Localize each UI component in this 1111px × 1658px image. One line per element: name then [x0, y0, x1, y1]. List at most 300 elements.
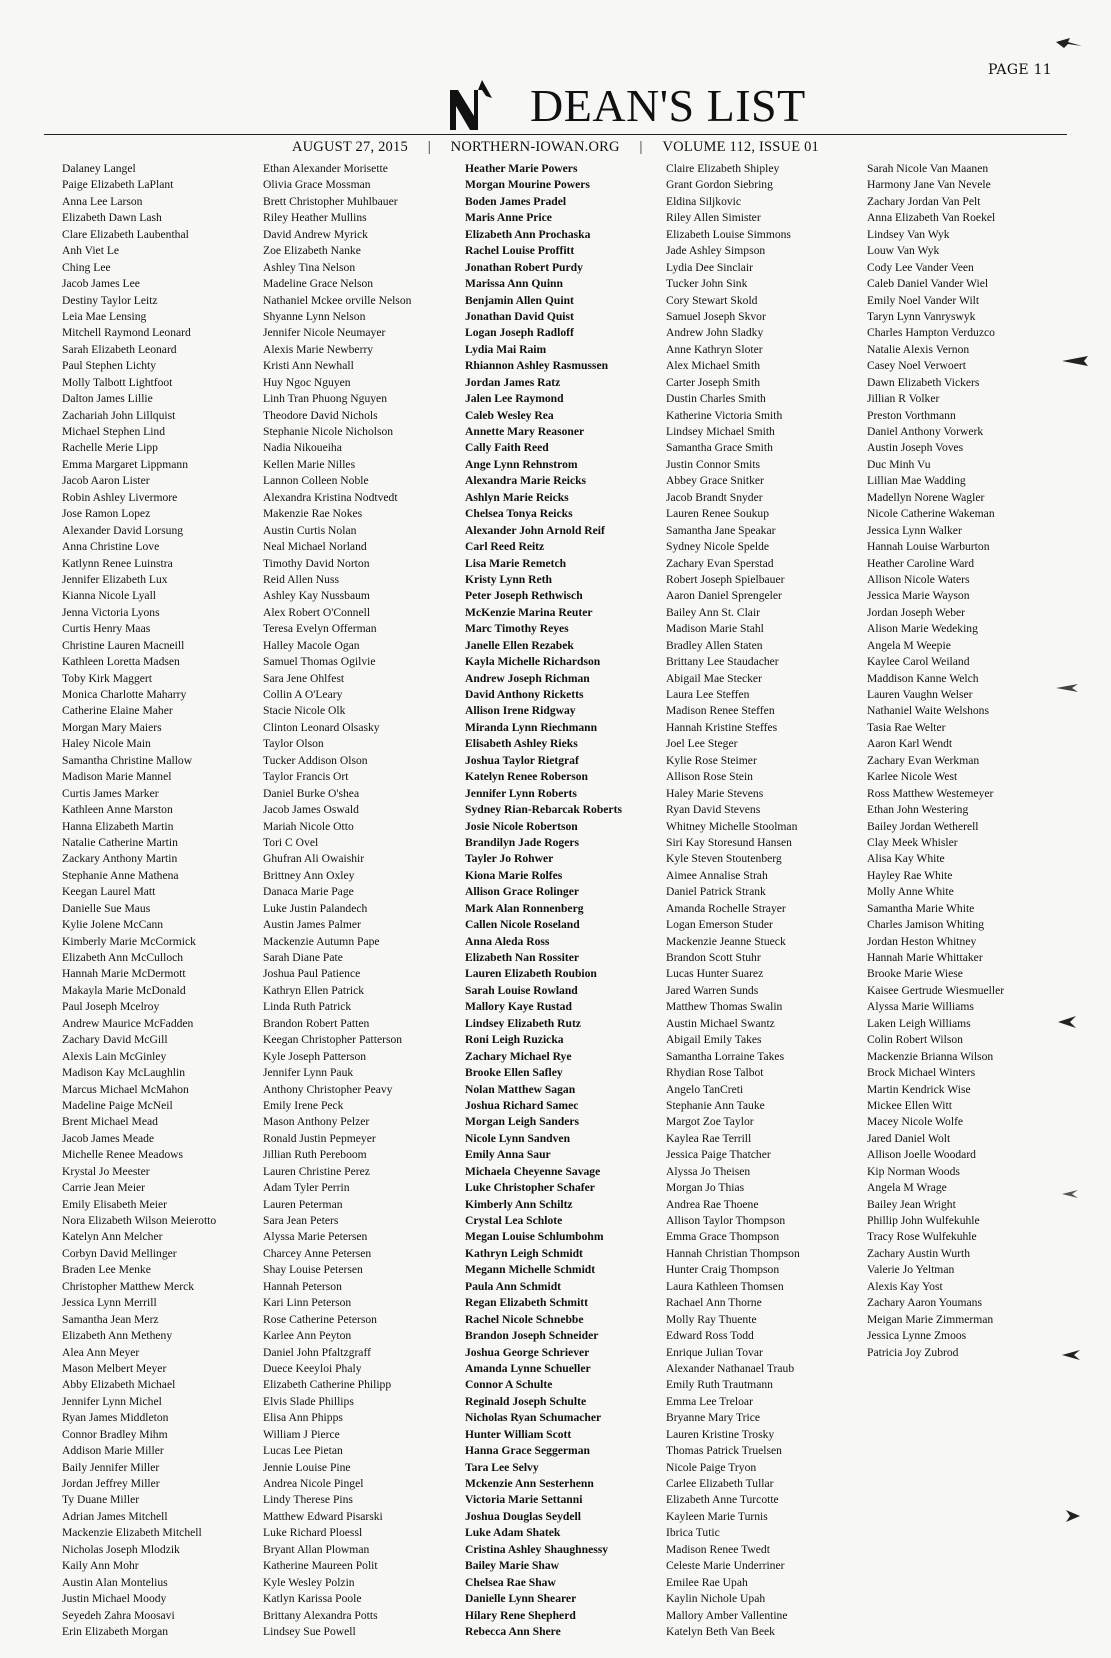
- name-entry: Jillian R Volker: [867, 392, 940, 406]
- name-entry: Paula Ann Schmidt: [465, 1279, 561, 1293]
- name-entry: Eldina Siljkovic: [666, 194, 742, 208]
- name-entry: Lucas Lee Pietan: [263, 1444, 343, 1458]
- name-entry: Carter Joseph Smith: [666, 375, 761, 389]
- name-entry: Teresa Evelyn Offerman: [263, 622, 377, 636]
- name-entry: Nadia Nikoueiha: [263, 441, 342, 455]
- name-entry: Danaca Marie Page: [263, 885, 354, 899]
- name-entry: Neal Michael Norland: [263, 540, 367, 554]
- name-entry: Zachary Evan Werkman: [867, 753, 980, 767]
- name-entry: Zackary Anthony Martin: [62, 852, 178, 866]
- name-entry: Ross Matthew Westemeyer: [867, 786, 994, 800]
- name-entry: Andrew John Sladky: [666, 326, 764, 340]
- name-entry: Jalen Lee Raymond: [465, 392, 564, 406]
- name-entry: Abigail Mae Stecker: [666, 671, 762, 685]
- name-entry: Dawn Elizabeth Vickers: [867, 375, 980, 389]
- name-entry: Ashley Tina Nelson: [263, 260, 356, 274]
- name-entry: Anh Viet Le: [62, 244, 120, 258]
- name-entry: Celeste Marie Underriner: [666, 1559, 785, 1573]
- name-entry: Sarah Diane Pate: [263, 951, 343, 964]
- name-entry: Karlee Ann Peyton: [263, 1329, 352, 1343]
- name-entry: Chelsea Tonya Reicks: [465, 507, 573, 521]
- name-entry: Kyle Wesley Polzin: [263, 1575, 355, 1589]
- name-column-4: [666, 161, 800, 1640]
- name-entry: Samantha Lorraine Takes: [666, 1049, 785, 1063]
- name-entry: Crystal Lea Schlote: [465, 1214, 563, 1227]
- name-entry: Mickee Ellen Witt: [867, 1098, 952, 1112]
- name-entry: Duece Keeyloi Phaly: [263, 1361, 362, 1375]
- name-entry: Andrea Rae Thoene: [666, 1197, 759, 1211]
- name-entry: Bradley Allen Staten: [666, 638, 763, 652]
- name-entry: Alexis Kay Yost: [867, 1279, 943, 1293]
- name-entry: Regan Elizabeth Schmitt: [465, 1296, 589, 1310]
- name-entry: Lauren Renee Soukup: [666, 507, 770, 521]
- name-entry: Lydia Mai Raim: [465, 342, 547, 356]
- name-entry: Joshua Paul Patience: [263, 967, 361, 981]
- name-entry: Paul Stephen Lichty: [62, 359, 157, 373]
- name-entry: Anna Elizabeth Van Roekel: [867, 211, 996, 225]
- name-entry: Hannah Louise Warburton: [867, 540, 990, 554]
- name-entry: Elizabeth Catherine Philipp: [263, 1378, 392, 1392]
- name-entry: Jennifer Elizabeth Lux: [62, 572, 168, 586]
- name-entry: Sara Jene Ohlfest: [263, 671, 345, 685]
- name-entry: Mark Alan Ronnenberg: [465, 901, 584, 915]
- name-entry: Kyle Joseph Patterson: [263, 1049, 367, 1063]
- name-entry: Tayler Jo Rohwer: [465, 852, 554, 866]
- name-entry: Daniel Burke O'shea: [263, 786, 360, 800]
- name-entry: Brett Christopher Muhlbauer: [263, 194, 398, 208]
- name-entry: Brandilyn Jade Rogers: [465, 835, 580, 849]
- name-entry: Joshua Richard Samec: [465, 1098, 579, 1112]
- name-entry: Maris Anne Price: [465, 211, 552, 225]
- name-entry: Abbey Grace Snitker: [666, 474, 764, 488]
- name-entry: Krystal Jo Meester: [62, 1164, 150, 1178]
- name-column-1: [62, 161, 216, 1640]
- name-entry: Sara Jean Peters: [263, 1214, 339, 1227]
- name-entry: Mason Anthony Pelzer: [263, 1115, 370, 1129]
- name-entry: Kathryn Leigh Schmidt: [465, 1246, 583, 1260]
- name-entry: Jordan Joseph Weber: [867, 605, 966, 619]
- name-entry: Hanna Elizabeth Martin: [62, 819, 174, 833]
- name-entry: Harmony Jane Van Nevele: [867, 178, 991, 192]
- name-entry: Alexander David Lorsung: [62, 523, 184, 537]
- name-entry: Kristy Lynn Reth: [465, 572, 552, 586]
- name-entry: Elizabeth Dawn Lash: [62, 211, 162, 225]
- name-entry: Rachel Nicole Schnebbe: [465, 1312, 584, 1326]
- name-entry: Kaisee Gertrude Wiesmueller: [867, 983, 1005, 997]
- name-entry: Reid Allen Nuss: [263, 572, 340, 586]
- name-entry: Austin Alan Montelius: [62, 1575, 168, 1589]
- name-entry: Justin Michael Moody: [62, 1592, 167, 1606]
- name-entry: Jennifer Lynn Roberts: [465, 786, 577, 800]
- name-entry: Michael Stephen Lind: [62, 425, 166, 438]
- name-entry: Alexander John Arnold Reif: [465, 523, 605, 537]
- name-entry: Nolan Matthew Sagan: [465, 1082, 576, 1096]
- name-entry: Bailey Ann St. Clair: [666, 605, 761, 619]
- name-entry: Emily Ruth Trautmann: [666, 1378, 773, 1392]
- name-entry: Caleb Wesley Rea: [465, 408, 554, 422]
- name-entry: Dustin Charles Smith: [666, 392, 766, 406]
- name-entry: Macey Nicole Wolfe: [867, 1115, 964, 1129]
- name-entry: Halley Macole Ogan: [263, 638, 360, 652]
- name-entry: Adrian James Mitchell: [62, 1509, 168, 1523]
- name-entry: Allison Rose Stein: [666, 770, 753, 784]
- name-entry: Duc Minh Vu: [867, 457, 931, 471]
- name-entry: Tucker Addison Olson: [263, 753, 368, 767]
- name-entry: Paul Joseph Mcelroy: [62, 1000, 160, 1014]
- name-entry: Tucker John Sink: [666, 277, 748, 291]
- name-entry: Monica Charlotte Maharry: [62, 688, 187, 701]
- name-entry: Curtis James Marker: [62, 786, 159, 800]
- name-entry: Haley Nicole Main: [62, 737, 151, 751]
- name-entry: Maddison Kanne Welch: [867, 671, 979, 685]
- name-entry: Katlynn Renee Luinstra: [62, 556, 173, 570]
- name-entry: Lindsey Sue Powell: [263, 1624, 356, 1638]
- name-entry: Angelo TanCreti: [666, 1082, 744, 1096]
- name-entry: Matthew Edward Pisarski: [263, 1509, 383, 1523]
- name-entry: Ryan David Stevens: [666, 803, 761, 817]
- name-entry: Emilee Rae Upah: [666, 1575, 748, 1589]
- name-entry: Elisa Ann Phipps: [263, 1411, 343, 1425]
- name-entry: Stephanie Ann Tauke: [666, 1098, 765, 1112]
- name-entry: Kiona Marie Rolfes: [465, 868, 563, 882]
- name-entry: Joshua Taylor Rietgraf: [465, 753, 579, 767]
- name-entry: Claire Elizabeth Shipley: [666, 162, 780, 175]
- name-entry: Anna Aleda Ross: [465, 934, 550, 948]
- name-entry: Ashlyn Marie Reicks: [465, 490, 569, 504]
- name-entry: Michaela Cheyenne Savage: [465, 1164, 601, 1178]
- name-entry: Laura Lee Steffen: [666, 688, 750, 701]
- name-entry: Emily Irene Peck: [263, 1098, 344, 1112]
- name-entry: Luke Justin Palandech: [263, 901, 368, 915]
- name-entry: Jacob Aaron Lister: [62, 474, 150, 488]
- name-entry: Linda Ruth Patrick: [263, 1000, 352, 1014]
- name-entry: Katherine Maureen Polit: [263, 1559, 378, 1573]
- name-entry: Alexander Nathanael Traub: [666, 1361, 795, 1375]
- name-entry: Jessica Lynne Zmoos: [867, 1329, 967, 1343]
- name-entry: Aimee Annalise Strah: [666, 868, 768, 882]
- name-entry: Joshua Douglas Seydell: [465, 1509, 581, 1523]
- name-entry: Angela M Weepie: [867, 638, 951, 652]
- name-entry: Heather Marie Powers: [465, 162, 578, 175]
- page-title: DEAN'S LIST: [530, 80, 806, 131]
- name-entry: Colin Robert Wilson: [867, 1033, 963, 1047]
- name-entry: Allison Nicole Waters: [867, 572, 970, 586]
- name-column-5: [867, 161, 1004, 1361]
- name-entry: Enrique Julian Tovar: [666, 1345, 763, 1359]
- name-entry: Sarah Nicole Van Maanen: [867, 162, 989, 175]
- name-entry: Stephanie Anne Mathena: [62, 868, 179, 882]
- name-entry: Matthew Thomas Swalin: [666, 1000, 783, 1014]
- name-entry: Samantha Marie White: [867, 901, 975, 915]
- name-entry: Lydia Dee Sinclair: [666, 260, 753, 274]
- name-entry: Lindsey Van Wyk: [867, 227, 950, 241]
- name-entry: Brandon Scott Stuhr: [666, 951, 761, 964]
- name-entry: Jessica Lynn Walker: [867, 523, 962, 537]
- name-entry: Kayleen Marie Turnis: [666, 1509, 768, 1523]
- name-entry: Lauren Elizabeth Roubion: [465, 967, 597, 981]
- name-entry: Nicholas Joseph Mlodzik: [62, 1542, 180, 1556]
- name-entry: Abby Elizabeth Michael: [62, 1378, 176, 1392]
- name-entry: Nicole Catherine Wakeman: [867, 507, 995, 521]
- name-entry: Janelle Ellen Rezabek: [465, 638, 574, 652]
- name-entry: Jade Ashley Simpson: [666, 244, 766, 258]
- name-entry: Kylie Rose Steimer: [666, 753, 757, 767]
- name-entry: Logan Joseph Radloff: [465, 326, 574, 340]
- name-entry: Kaylee Carol Weiland: [867, 655, 970, 669]
- name-entry: Mason Melbert Meyer: [62, 1361, 167, 1375]
- name-entry: Ryan James Middleton: [62, 1411, 169, 1425]
- name-entry: Marissa Ann Quinn: [465, 277, 563, 291]
- name-entry: Madeline Paige McNeil: [62, 1098, 173, 1112]
- name-entry: Shyanne Lynn Nelson: [263, 309, 366, 323]
- name-entry: Connor Bradley Mihm: [62, 1427, 168, 1441]
- name-entry: Amanda Lynne Schueller: [465, 1361, 591, 1375]
- name-entry: Jacob James Meade: [62, 1131, 155, 1145]
- name-entry: Jenna Victoria Lyons: [62, 605, 160, 619]
- name-entry: Zachary David McGill: [62, 1033, 168, 1047]
- name-entry: Mallory Amber Vallentine: [666, 1608, 788, 1622]
- name-entry: Kaylea Rae Terrill: [666, 1131, 752, 1145]
- name-entry: Brittany Alexandra Potts: [263, 1608, 378, 1622]
- name-entry: Allison Taylor Thompson: [666, 1214, 786, 1227]
- name-entry: Tara Lee Selvy: [465, 1460, 539, 1474]
- name-entry: Emily Noel Vander Wilt: [867, 293, 980, 307]
- name-entry: Addison Marie Miller: [62, 1444, 164, 1458]
- name-entry: Riley Allen Simister: [666, 211, 761, 225]
- name-entry: Elizabeth Ann McCulloch: [62, 951, 184, 964]
- name-entry: Leia Mae Lensing: [62, 309, 147, 323]
- name-entry: Allison Irene Ridgway: [465, 704, 576, 718]
- name-entry: Catherine Elaine Maher: [62, 704, 173, 718]
- name-entry: Alyssa Marie Petersen: [263, 1230, 368, 1244]
- scan-mark-icon: [1056, 684, 1078, 692]
- name-entry: Elizabeth Ann Metheny: [62, 1329, 173, 1343]
- name-entry: Toby Kirk Maggert: [62, 671, 152, 685]
- name-entry: Allison Joelle Woodard: [867, 1148, 976, 1162]
- name-entry: Katelyn Beth Van Beek: [666, 1624, 775, 1638]
- name-entry: Hannah Marie McDermott: [62, 967, 186, 981]
- name-entry: Lindsey Elizabeth Rutz: [465, 1016, 581, 1030]
- name-entry: Madison Marie Stahl: [666, 622, 764, 636]
- name-entry: Paige Elizabeth LaPlant: [62, 178, 174, 192]
- name-entry: Sydney Rian-Rebarcak Roberts: [465, 803, 622, 817]
- name-entry: Brandon Joseph Schneider: [465, 1329, 599, 1343]
- name-entry: Chelsea Rae Shaw: [465, 1575, 556, 1589]
- name-entry: Jessica Paige Thatcher: [666, 1148, 771, 1162]
- name-entry: Stacie Nicole Olk: [263, 704, 346, 718]
- name-entry: Kip Norman Woods: [867, 1164, 960, 1178]
- name-entry: Alison Marie Wedeking: [867, 622, 978, 636]
- name-entry: Mackenzie Autumn Pape: [263, 934, 380, 948]
- name-entry: Hayley Rae White: [867, 868, 953, 882]
- name-entry: Emily Elisabeth Meier: [62, 1197, 167, 1211]
- name-entry: Andrea Nicole Pingel: [263, 1477, 364, 1490]
- name-entry: Ethan John Westering: [867, 803, 969, 817]
- name-entry: Ty Duane Miller: [62, 1493, 140, 1507]
- name-entry: Anna Christine Love: [62, 540, 160, 554]
- name-entry: Andrew Joseph Richman: [465, 671, 590, 685]
- name-entry: Rachael Ann Thorne: [666, 1296, 762, 1310]
- name-entry: Emily Anna Saur: [465, 1148, 551, 1162]
- name-entry: Justin Connor Smits: [666, 457, 761, 471]
- name-entry: Tasia Rae Welter: [867, 720, 946, 734]
- name-entry: Makenzie Rae Nokes: [263, 507, 363, 521]
- name-entry: Zachary Austin Wurth: [867, 1246, 970, 1260]
- name-entry: Elisabeth Ashley Rieks: [465, 737, 578, 751]
- name-entry: Josie Nicole Robertson: [465, 819, 578, 833]
- name-entry: Margot Zoe Taylor: [666, 1115, 754, 1129]
- volume-issue: VOLUME 112, ISSUE 01: [662, 139, 820, 155]
- name-entry: Natalie Catherine Martin: [62, 835, 178, 849]
- name-entry: Zachary Aaron Youmans: [867, 1296, 982, 1310]
- name-entry: Alisa Kay White: [867, 852, 945, 866]
- name-entry: Austin Joseph Voves: [867, 441, 964, 455]
- name-entry: Kimberly Marie McCormick: [62, 934, 196, 948]
- name-entry: Luke Christopher Schafer: [465, 1181, 595, 1195]
- name-entry: Jennie Louise Pine: [263, 1460, 351, 1474]
- name-entry: Kristi Ann Newhall: [263, 359, 354, 373]
- name-entry: Joshua George Schriever: [465, 1345, 590, 1359]
- name-entry: Huy Ngoc Nguyen: [263, 375, 351, 389]
- name-entry: Hannah Marie Whittaker: [867, 951, 983, 964]
- name-entry: Alyssa Jo Theisen: [666, 1164, 751, 1178]
- name-entry: Amanda Rochelle Strayer: [666, 901, 786, 915]
- name-entry: Hunter Craig Thompson: [666, 1263, 780, 1277]
- name-entry: Rose Catherine Peterson: [263, 1312, 377, 1326]
- name-entry: Katelyn Ann Melcher: [62, 1230, 163, 1244]
- name-entry: Reginald Joseph Schulte: [465, 1394, 587, 1408]
- issue-date: AUGUST 27, 2015: [291, 139, 408, 155]
- name-entry: Keegan Christopher Patterson: [263, 1033, 403, 1047]
- name-entry: Emma Margaret Lippmann: [62, 457, 188, 471]
- name-entry: Alyssa Marie Williams: [867, 1000, 974, 1014]
- name-entry: Alexandra Marie Reicks: [465, 474, 587, 488]
- name-entry: Robert Joseph Spielbauer: [666, 572, 785, 586]
- name-entry: Hannah Kristine Steffes: [666, 720, 778, 734]
- name-entry: Austin Michael Swantz: [666, 1016, 775, 1030]
- name-entry: Timothy David Norton: [263, 556, 370, 570]
- name-entry: Dalaney Langel: [62, 162, 136, 175]
- name-entry: Grant Gordon Siebring: [666, 178, 773, 192]
- name-entry: Madison Kay McLaughlin: [62, 1066, 186, 1080]
- name-entry: Madellyn Norene Wagler: [867, 490, 985, 504]
- name-entry: William J Pierce: [263, 1427, 340, 1441]
- name-entry: Alexandra Kristina Nodtvedt: [263, 490, 398, 504]
- name-entry: Lucas Hunter Suarez: [666, 967, 764, 981]
- name-entry: Jillian Ruth Pereboom: [263, 1148, 367, 1162]
- name-entry: Clare Elizabeth Laubenthal: [62, 227, 189, 241]
- name-entry: Lisa Marie Remetch: [465, 556, 567, 570]
- name-entry: David Anthony Ricketts: [465, 688, 584, 701]
- name-entry: Lauren Kristine Trosky: [666, 1427, 775, 1441]
- name-entry: Roni Leigh Ruzicka: [465, 1033, 564, 1047]
- name-entry: Kayla Michelle Richardson: [465, 655, 601, 669]
- name-entry: Nora Elizabeth Wilson Meierotto: [62, 1214, 217, 1227]
- name-entry: Christopher Matthew Merck: [62, 1279, 195, 1293]
- name-entry: Luke Richard Ploessl: [263, 1526, 363, 1540]
- name-entry: Katherine Victoria Smith: [666, 408, 783, 422]
- name-entry: Elizabeth Ann Prochaska: [465, 227, 591, 241]
- name-entry: Sarah Elizabeth Leonard: [62, 342, 177, 356]
- name-entry: Cristina Ashley Shaughnessy: [465, 1542, 609, 1556]
- name-entry: Jacob James Lee: [62, 277, 140, 291]
- name-entry: Mariah Nicole Otto: [263, 819, 354, 833]
- name-entry: Jessica Lynn Merrill: [62, 1296, 157, 1310]
- name-entry: Anna Lee Larson: [62, 194, 143, 208]
- name-entry: Carl Reed Reitz: [465, 540, 545, 554]
- name-entry: Jordan Jeffrey Miller: [62, 1477, 160, 1490]
- name-entry: Katlyn Karissa Poole: [263, 1592, 362, 1606]
- name-entry: Jonathan David Quist: [465, 309, 574, 323]
- name-entry: Collin A O'Leary: [263, 688, 343, 701]
- name-entry: Luke Adam Shatek: [465, 1526, 561, 1540]
- name-entry: Caleb Daniel Vander Wiel: [867, 277, 989, 291]
- name-entry: Rachel Louise Proffitt: [465, 244, 575, 258]
- name-entry: Kaily Ann Mohr: [62, 1559, 139, 1573]
- name-entry: Kylie Jolene McCann: [62, 918, 164, 932]
- name-entry: Danielle Lynn Shearer: [465, 1592, 577, 1606]
- name-entry: Aaron Karl Wendt: [867, 737, 953, 751]
- name-entry: Madison Renee Twedt: [666, 1542, 770, 1556]
- scan-mark-icon: [1062, 356, 1088, 366]
- name-entry: Taryn Lynn Vanryswyk: [867, 309, 976, 323]
- name-entry: Jordan Heston Whitney: [867, 934, 977, 948]
- name-entry: Megan Louise Schlumbohm: [465, 1230, 604, 1244]
- name-entry: Kathleen Anne Marston: [62, 803, 173, 817]
- name-entry: Nicole Paige Tryon: [666, 1460, 757, 1474]
- name-entry: Nathaniel Waite Welshons: [867, 704, 989, 718]
- name-entry: Elizabeth Nan Rossiter: [465, 951, 580, 964]
- name-entry: Rhydian Rose Talbot: [666, 1066, 764, 1080]
- name-entry: Valerie Jo Yeltman: [867, 1263, 955, 1277]
- name-entry: Cory Stewart Skold: [666, 293, 758, 307]
- name-entry: Abigail Emily Takes: [666, 1033, 762, 1047]
- name-entry: Rhiannon Ashley Rasmussen: [465, 359, 609, 373]
- name-entry: Hannah Christian Thompson: [666, 1246, 800, 1260]
- name-entry: Ibrica Tutic: [666, 1526, 720, 1540]
- name-entry: Louw Van Wyk: [867, 244, 940, 258]
- name-entry: Hanna Grace Seggerman: [465, 1444, 590, 1458]
- name-entry: Sarah Louise Rowland: [465, 983, 578, 997]
- name-entry: Brent Michael Mead: [62, 1115, 158, 1129]
- name-entry: Alexis Marie Newberry: [263, 342, 374, 356]
- name-entry: Cally Faith Reed: [465, 441, 549, 455]
- name-entry: Annette Mary Reasoner: [465, 425, 585, 438]
- name-entry: Elvis Slade Phillips: [263, 1394, 354, 1408]
- name-entry: Alex Robert O'Connell: [263, 605, 371, 619]
- name-entry: Madison Marie Mannel: [62, 770, 172, 784]
- name-entry: Elizabeth Louise Simmons: [666, 227, 791, 241]
- name-entry: Zachary Evan Sperstad: [666, 556, 774, 570]
- name-entry: Logan Emerson Studer: [666, 918, 773, 932]
- name-entry: Andrew Maurice McFadden: [62, 1016, 194, 1030]
- name-entry: Haley Marie Stevens: [666, 786, 764, 800]
- name-entry: Kianna Nicole Lyall: [62, 589, 157, 603]
- name-entry: Laken Leigh Williams: [867, 1016, 971, 1030]
- name-entry: Seyedeh Zahra Moosavi: [62, 1608, 175, 1622]
- name-entry: Emma Grace Thompson: [666, 1230, 780, 1244]
- name-entry: Mackenzie Brianna Wilson: [867, 1049, 994, 1063]
- name-entry: Samuel Thomas Ogilvie: [263, 655, 376, 669]
- name-entry: Brittany Lee Staudacher: [666, 655, 779, 669]
- scan-mark-icon: [1064, 1510, 1080, 1522]
- name-entry: Victoria Marie Settanni: [465, 1493, 583, 1507]
- name-entry: Stephanie Nicole Nicholson: [263, 425, 394, 438]
- name-entry: Molly Talbott Lightfoot: [62, 375, 173, 389]
- name-entry: Samantha Jean Merz: [62, 1312, 159, 1326]
- name-entry: Lauren Christine Perez: [263, 1164, 370, 1178]
- name-entry: Hunter William Scott: [465, 1427, 572, 1441]
